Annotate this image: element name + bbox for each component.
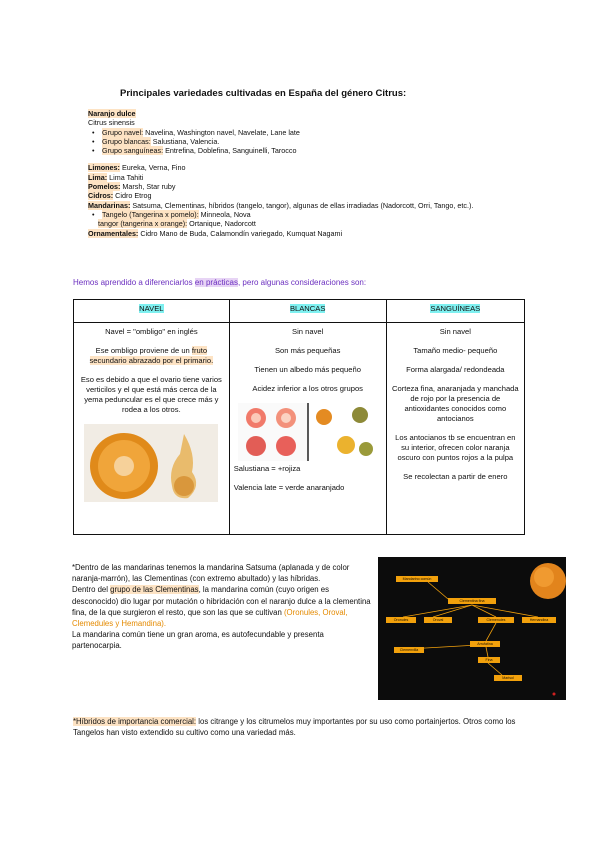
blancas-photo bbox=[238, 403, 378, 461]
group-item: • Grupo navel: Navelina, Washington navel, Navelate, Lane late bbox=[102, 128, 548, 137]
node-child: Clemenules bbox=[478, 617, 514, 623]
sanguineas-cell: Sin navel Tamaño medio- pequeño Forma alargada/ redondeada Corteza fina, anaranjada y manchada de rojo por la presencia de antioxidantes conocidos como antocianos Los antocianos tb se encuentran en su interior, ofrecen color naranja oscuro con puntos rojos a la pulpa Se recolectan a partir de enero bbox=[386, 323, 524, 535]
node-child: Arrufatina bbox=[470, 641, 500, 647]
node-child: Oroval bbox=[424, 617, 452, 623]
naranjo-heading: Naranjo dulce bbox=[88, 109, 136, 118]
variety-row: Pomelos: Marsh, Star ruby bbox=[88, 182, 176, 192]
navel-cell: Navel = "ombligo" en inglés Ese ombligo proviene de un fruto secundario abrazado por el primario. Eso es debido a que el ovario tiene varios verticilos y el que está más cerca de la yema peduncular es el que crece más y rodea a los otros. bbox=[74, 323, 230, 535]
hybrid-list bbox=[88, 210, 548, 219]
node-mid: Clementina fina bbox=[448, 598, 496, 604]
comparison-table bbox=[73, 299, 525, 535]
node-child: Hernandina bbox=[522, 617, 556, 623]
hybrid-tangor: tangor (tangerina x orange): Ortanique, Nadorcott bbox=[98, 219, 256, 229]
group-item: • Grupo blancas: Salustiana, Valencia. bbox=[102, 137, 548, 146]
node-root: Mandarino común bbox=[396, 576, 438, 582]
hybrid-tangelo: • Tangelo (Tangerina x pomelo): Minneola, Nova bbox=[102, 210, 548, 219]
header-blancas: BLANCAS bbox=[229, 300, 386, 323]
varieties-list bbox=[88, 109, 548, 238]
node-child: Marisol bbox=[494, 675, 522, 681]
group-item: • Grupo sanguíneas: Entrefina, Doblefina, Sanguinelli, Tarocco bbox=[102, 146, 548, 155]
variety-row: Mandarinas: Satsuma, Clementinas, híbridos (tangelo, tangor), algunas de ellas irradiadas (Nadorcott, Orri, Tango, etc.). bbox=[88, 200, 474, 210]
blancas-cell: Sin navel Son más pequeñas Tienen un albedo más pequeño Acidez inferior a los otros grupos Salustiana = +rojiza Valencia late = verde anaranjado bbox=[229, 323, 386, 535]
node-child: Fina bbox=[478, 657, 500, 663]
header-sanguineas: SANGUÍNEAS bbox=[386, 300, 524, 323]
variety-row: Cidros: Cidro Etrog bbox=[88, 191, 152, 201]
node-child: Clemenvilla bbox=[394, 647, 424, 653]
intro-line: Hemos aprendido a diferenciarlos en prácticas, pero algunas consideraciones son: bbox=[73, 278, 367, 287]
naranjo-species: Citrus sinensis bbox=[88, 118, 135, 128]
naranjo-groups bbox=[88, 128, 548, 156]
variety-row: Limones: Eureka, Verna, Fino bbox=[88, 163, 186, 173]
mandarin-paragraph: *Dentro de las mandarinas tenemos la mandarina Satsuma (aplanada y de color naranja-marrón), las Clementinas (con extremo abultado) y las híbridas. Dentro del grupo de las Clementinas, la mandarina común (cuyo origen es desconocido) dio lugar por mutación o hibridación con el naranjo dulce a la clementina fina, de la que surgieron el resto, que son las que se cultivan (Oronules, Oroval, Clemedules y Hemandina). La mandarina común tiene un gran aroma, es autofecundable y presenta partenocarpia. bbox=[72, 563, 371, 651]
variety-row: Lima: Lima Tahiti bbox=[88, 172, 144, 182]
clementine-diagram bbox=[378, 557, 566, 700]
page-title: Principales variedades cultivadas en España del género Citrus: bbox=[120, 88, 407, 99]
hybrids-paragraph: *Híbridos de importancia comercial: los citrange y los citrumelos muy importantes por su uso como portainjertos. Otros como los Tangelos han visto extendido su cultivo como una variedad más. bbox=[73, 717, 516, 737]
navel-orange-photo bbox=[84, 424, 218, 502]
variety-row: Ornamentales: Cidro Mano de Buda, Calamondín variegado, Kumquat Nagami bbox=[88, 228, 343, 238]
header-navel: NAVEL bbox=[74, 300, 230, 323]
node-child: Oronules bbox=[386, 617, 416, 623]
